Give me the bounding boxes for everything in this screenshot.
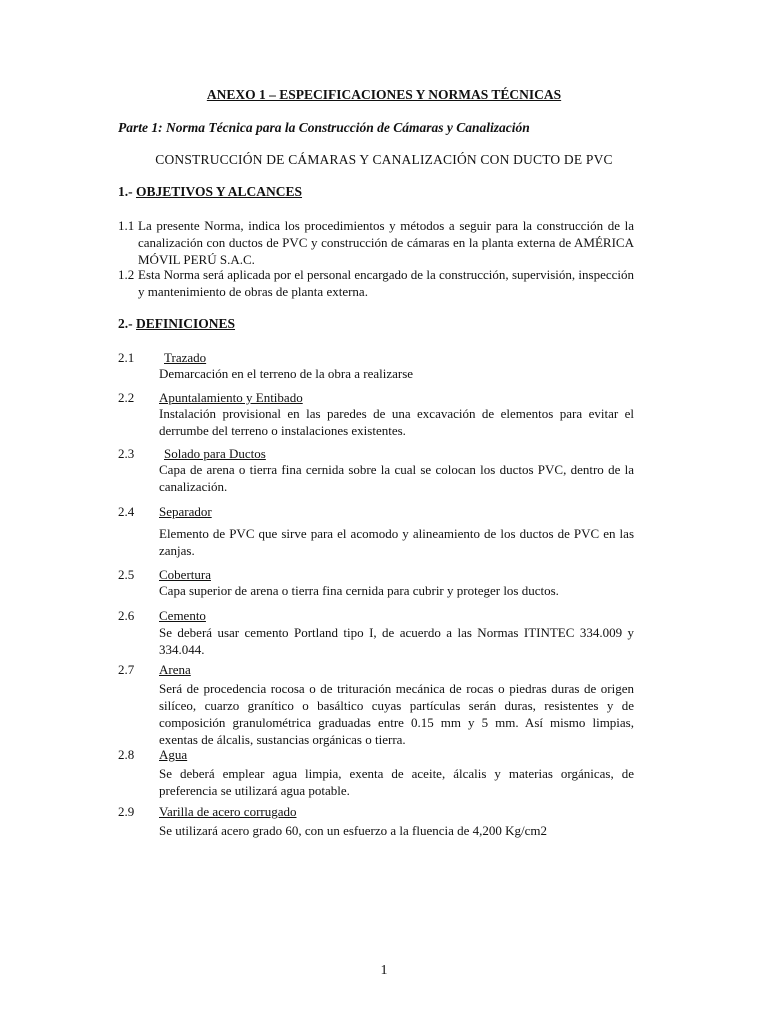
definition-number: 2.1	[118, 350, 135, 365]
definition-term: Arena	[159, 662, 191, 677]
definition-number: 2.2	[118, 390, 135, 405]
item-number: 1.1	[118, 218, 135, 233]
definition-number: 2.3	[118, 446, 135, 461]
definition-text: Se deberá usar cemento Portland tipo I, de acuerdo a las Normas ITINTEC 334.009 y 334.044.	[159, 625, 634, 657]
definition-number: 2.6	[118, 608, 135, 623]
definition-text: Capa superior de arena o tierra fina cernida para cubrir y proteger los ductos.	[159, 583, 559, 598]
definition-term: Cobertura	[159, 567, 211, 582]
page-number: 1	[380, 963, 388, 978]
definition-term: Cemento	[159, 608, 206, 623]
section-1-title: OBJETIVOS Y ALCANCES	[136, 184, 303, 199]
definition-term: Separador	[159, 504, 212, 519]
definition-text: Demarcación en el terreno de la obra a realizarse	[159, 366, 414, 381]
definition-term: Varilla de acero corrugado	[159, 804, 297, 819]
definition-term: Apuntalamiento y Entibado	[159, 390, 303, 405]
section-1-item	[118, 266, 634, 300]
definition-number: 2.4	[118, 504, 135, 519]
section-2-number: 2.-	[118, 316, 133, 331]
definition-number: 2.5	[118, 567, 135, 582]
document-subtitle: Parte 1: Norma Técnica para la Construcción de Cámaras y Canalización	[118, 120, 530, 135]
definition-text: Elemento de PVC que sirve para el acomodo y alineamiento de los ductos de PVC en las zanjas.	[159, 526, 634, 558]
definition-text: Instalación provisional en las paredes de una excavación de elementos para evitar el derrumbe del terreno o instalaciones existentes.	[159, 406, 634, 438]
definition-text: Se deberá emplear agua limpia, exenta de aceite, álcalis y materias orgánicas, de preferencia se utilizará agua potable.	[159, 766, 634, 798]
item-number: 1.2	[118, 267, 135, 282]
section-1-item	[118, 217, 634, 268]
definition-text: Será de procedencia rocosa o de trituración mecánica de rocas o piedras duras de origen silíceo, cuarzo granítico o basáltico cuyas partículas serán duras, resistentes y de composición granulométrica graduadas entre 0.15 mm y 5 mm. Así mismo limpias, exentas de álcalis, sustancias orgánicas o tierra.	[159, 681, 634, 747]
document-title: ANEXO 1 – ESPECIFICACIONES Y NORMAS TÉCNICAS	[206, 87, 562, 102]
section-1-number: 1.-	[118, 184, 133, 199]
section-caps-title: CONSTRUCCIÓN DE CÁMARAS Y CANALIZACIÓN CON DUCTO DE PVC	[155, 152, 613, 167]
definition-number: 2.8	[118, 747, 135, 762]
definition-term: Solado para Ductos	[164, 446, 266, 461]
section-2-heading	[118, 315, 235, 332]
section-2-title: DEFINICIONES	[136, 316, 236, 331]
item-text: Esta Norma será aplicada por el personal encargado de la construcción, supervisión, inspección y mantenimiento de obras de planta externa.	[138, 267, 634, 299]
definition-number: 2.7	[118, 662, 135, 677]
item-text: La presente Norma, indica los procedimientos y métodos a seguir para la construcción de la canalización con ductos de PVC y construcción de cámaras en la planta externa de AMÉRICA MÓVIL PERÚ S.A.C.	[138, 218, 634, 267]
definition-text: Se utilizará acero grado 60, con un esfuerzo a la fluencia de 4,200 Kg/cm2	[159, 823, 548, 838]
definition-text: Capa de arena o tierra fina cernida sobre la cual se colocan los ductos PVC, dentro de la canalización.	[159, 462, 634, 494]
definition-term: Agua	[159, 747, 188, 762]
definition-number: 2.9	[118, 804, 135, 819]
section-1-heading	[118, 183, 302, 200]
definition-term: Trazado	[164, 350, 207, 365]
